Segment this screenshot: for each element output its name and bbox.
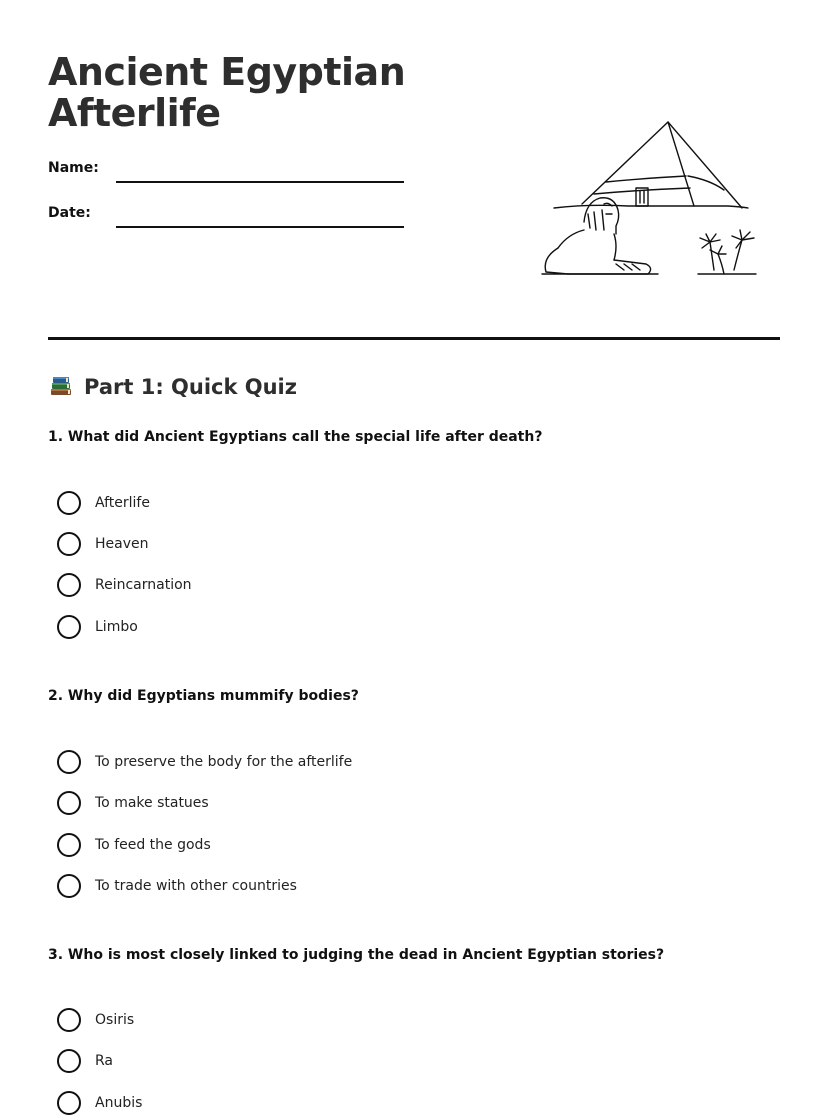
option-label: Reincarnation: [95, 577, 192, 593]
name-label: Name:: [48, 160, 99, 176]
section-title: Part 1: Quick Quiz: [84, 375, 297, 399]
q2-option-4[interactable]: [57, 873, 297, 899]
q1-option-3[interactable]: [57, 572, 192, 598]
question-1: 1. What did Ancient Egyptians call the special life after death?: [48, 429, 543, 445]
option-label: To preserve the body for the afterlife: [95, 754, 353, 770]
option-label: Afterlife: [95, 495, 150, 511]
option-label: Anubis: [95, 1095, 143, 1111]
option-label: Limbo: [95, 619, 138, 635]
q2-option-1[interactable]: [57, 749, 352, 775]
question-3: 3. Who is most closely linked to judging the dead in Ancient Egyptian stories?: [48, 947, 665, 963]
radio-circle-icon[interactable]: [57, 491, 81, 515]
q3-option-1[interactable]: [57, 1007, 134, 1033]
section-divider: [48, 337, 780, 340]
q3-option-2[interactable]: [57, 1048, 113, 1074]
q3-option-3[interactable]: [57, 1090, 142, 1116]
q2-option-2[interactable]: [57, 790, 209, 816]
worksheet-title: Ancient Egyptian Afterlife: [48, 50, 406, 135]
section-heading: [48, 374, 297, 400]
radio-circle-icon[interactable]: [57, 1049, 81, 1073]
q2-option-3[interactable]: [57, 832, 211, 858]
option-label: To feed the gods: [95, 837, 211, 853]
option-label: To make statues: [95, 795, 209, 811]
radio-circle-icon[interactable]: [57, 573, 81, 597]
pyramid-sphinx-illustration: [528, 118, 758, 284]
option-label: Ra: [95, 1053, 113, 1069]
option-label: To trade with other countries: [95, 878, 297, 894]
q1-option-4[interactable]: [57, 614, 138, 640]
radio-circle-icon[interactable]: [57, 791, 81, 815]
option-label: Osiris: [95, 1012, 135, 1028]
option-label: Heaven: [95, 536, 149, 552]
question-2: 2. Why did Egyptians mummify bodies?: [48, 688, 359, 704]
q1-option-1[interactable]: [57, 490, 150, 516]
radio-circle-icon[interactable]: [57, 750, 81, 774]
q1-option-2[interactable]: [57, 531, 149, 557]
name-field-line[interactable]: [116, 181, 404, 183]
radio-circle-icon[interactable]: [57, 1008, 81, 1032]
date-label: Date:: [48, 205, 91, 221]
radio-circle-icon[interactable]: [57, 833, 81, 857]
books-icon: [48, 374, 74, 400]
radio-circle-icon[interactable]: [57, 532, 81, 556]
radio-circle-icon[interactable]: [57, 1091, 81, 1115]
radio-circle-icon[interactable]: [57, 615, 81, 639]
date-field-line[interactable]: [116, 226, 404, 228]
radio-circle-icon[interactable]: [57, 874, 81, 898]
